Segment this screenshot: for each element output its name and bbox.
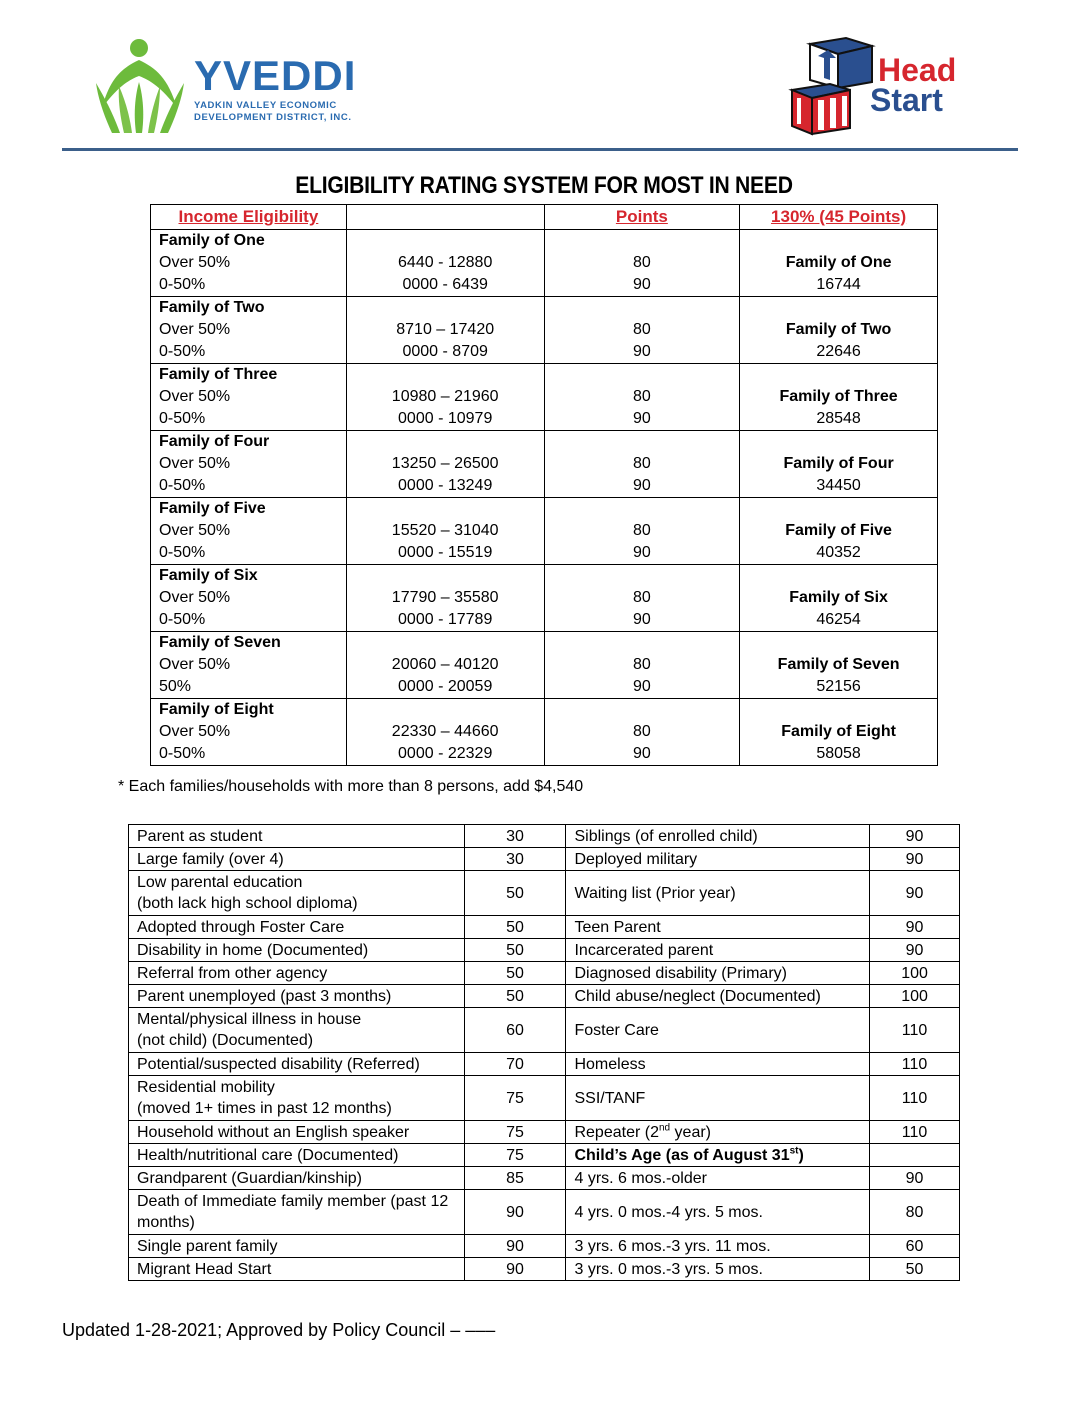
criterion-label: Migrant Head Start [129, 1258, 465, 1281]
family-130-label: Family of Eight [781, 723, 896, 740]
income-range: 0000 - 17789 [398, 611, 493, 628]
yveddi-wordmark: YVEDDI [194, 52, 357, 99]
criterion-label [129, 1190, 465, 1235]
income-range: 0000 - 6439 [402, 276, 488, 293]
income-group-row [151, 699, 938, 766]
header-divider [62, 148, 1018, 151]
points-value: 90 [632, 544, 651, 561]
criterion-points: 50 [464, 871, 566, 916]
criterion-label: Parent unemployed (past 3 months) [129, 985, 465, 1008]
header-range [346, 205, 544, 230]
page-title: ELIGIBILITY RATING SYSTEM FOR MOST IN NEED [295, 172, 793, 199]
criterion-points: 30 [464, 848, 566, 871]
criterion-label [129, 1076, 465, 1121]
child-age-heading-text: Child’s Age (as of August 31 [574, 1146, 790, 1164]
criterion-points: 90 [464, 1235, 566, 1258]
criterion-label: Child abuse/neglect (Documented) [566, 985, 870, 1008]
points-value: 80 [632, 723, 651, 740]
criterion-points: 110 [870, 1076, 960, 1121]
criterion-points [870, 1144, 960, 1167]
age-range-label: 3 yrs. 6 mos.-3 yrs. 11 mos. [566, 1235, 870, 1258]
points-value: 90 [632, 410, 651, 427]
income-range: 0000 - 10979 [398, 410, 493, 427]
criterion-label: Incarcerated parent [566, 939, 870, 962]
tier-label: 0-50% [159, 276, 206, 293]
income-group-row [151, 565, 938, 632]
criterion-points: 75 [464, 1121, 566, 1144]
amount-130: 28548 [816, 410, 861, 427]
income-range: 17790 – 35580 [391, 589, 499, 606]
age-range-label: 4 yrs. 0 mos.-4 yrs. 5 mos. [566, 1190, 870, 1235]
points-value: 80 [632, 589, 651, 606]
income-range: 20060 – 40120 [391, 656, 499, 673]
criterion-label: Diagnosed disability (Primary) [566, 962, 870, 985]
child-age-heading [566, 1144, 870, 1167]
criterion-points: 70 [464, 1053, 566, 1076]
criteria-row [129, 871, 960, 916]
family-label: Family of One [159, 232, 265, 249]
family-130-label: Family of Six [789, 589, 888, 606]
approval-footer: Updated 1-28-2021; Approved by Policy Council – ––– [62, 1320, 496, 1340]
income-range: 0000 - 15519 [398, 544, 493, 561]
tier-label: Over 50% [159, 589, 231, 606]
criterion-points: 90 [464, 1258, 566, 1281]
head-start-logo [788, 36, 988, 136]
amount-130: 52156 [816, 678, 861, 695]
criterion-points: 90 [870, 1167, 960, 1190]
income-group-row [151, 498, 938, 565]
large-household-note: * Each families/households with more than 8 persons, add $4,540 [118, 778, 584, 795]
criterion-points: 60 [870, 1235, 960, 1258]
criteria-row [129, 1144, 960, 1167]
income-range: 0000 - 20059 [398, 678, 493, 695]
criterion-label: Siblings (of enrolled child) [566, 825, 870, 848]
criteria-row [129, 1190, 960, 1235]
criteria-row [129, 939, 960, 962]
family-130-label: Family of Seven [777, 656, 900, 673]
family-label: Family of Seven [159, 634, 281, 651]
age-range-label: 3 yrs. 0 mos.-3 yrs. 5 mos. [566, 1258, 870, 1281]
points-value: 80 [632, 455, 651, 472]
criterion-points: 90 [464, 1190, 566, 1235]
tier-label: 0-50% [159, 477, 206, 494]
income-group-row [151, 632, 938, 699]
criteria-row [129, 825, 960, 848]
criterion-points: 90 [870, 848, 960, 871]
income-range: 6440 - 12880 [398, 254, 493, 271]
family-130-label: Family of One [785, 254, 892, 271]
family-label: Family of Four [159, 433, 270, 450]
criterion-label: SSI/TANF [566, 1076, 870, 1121]
family-label: Family of Two [159, 299, 265, 316]
criterion-points: 75 [464, 1144, 566, 1167]
criterion-points: 50 [870, 1258, 960, 1281]
criterion-label: Teen Parent [566, 916, 870, 939]
amount-130: 40352 [816, 544, 861, 561]
income-range: 13250 – 26500 [391, 455, 499, 472]
income-eligibility-table [150, 204, 938, 766]
tier-label: Over 50% [159, 321, 231, 338]
tier-label: 0-50% [159, 410, 206, 427]
criteria-points-table [128, 824, 960, 1281]
tier-label: 0-50% [159, 611, 206, 628]
criterion-points: 50 [464, 939, 566, 962]
tier-label: Over 50% [159, 522, 231, 539]
family-130-label: Family of Five [785, 522, 892, 539]
criterion-label-line1: Residential mobility [137, 1079, 275, 1096]
criterion-points: 50 [464, 985, 566, 1008]
criterion-label: Large family (over 4) [129, 848, 465, 871]
points-value: 90 [632, 477, 651, 494]
amount-130: 34450 [816, 477, 861, 494]
criteria-row [129, 962, 960, 985]
criterion-label: Disability in home (Documented) [129, 939, 465, 962]
income-group-row [151, 297, 938, 364]
criterion-label-line2: (moved 1+ times in past 12 months) [137, 1100, 392, 1117]
criterion-points: 90 [870, 916, 960, 939]
criterion-label: Adopted through Foster Care [129, 916, 465, 939]
criterion-label: Grandparent (Guardian/kinship) [129, 1167, 465, 1190]
income-range: 10980 – 21960 [391, 388, 499, 405]
tier-label: Over 50% [159, 455, 231, 472]
points-value: 90 [632, 745, 651, 762]
building-blocks-icon [788, 36, 880, 136]
criteria-row [129, 985, 960, 1008]
criterion-label-line2: (both lack high school diploma) [137, 895, 358, 912]
head-start-word-head: Head [878, 52, 957, 88]
yveddi-subtitle-line1: YADKIN VALLEY ECONOMIC [194, 100, 337, 111]
criterion-label: Referral from other agency [129, 962, 465, 985]
criterion-label: Health/nutritional care (Documented) [129, 1144, 465, 1167]
criterion-label [566, 1121, 870, 1144]
amount-130: 58058 [816, 745, 861, 762]
tier-label: Over 50% [159, 656, 231, 673]
criterion-label: Potential/suspected disability (Referred) [129, 1053, 465, 1076]
page-header [0, 0, 1088, 160]
income-group-row [151, 431, 938, 498]
points-value: 90 [632, 611, 651, 628]
head-start-word-start: Start [870, 82, 943, 118]
tier-label: 0-50% [159, 745, 206, 762]
criterion-label-text: Repeater (2 [574, 1123, 659, 1141]
amount-130: 16744 [816, 276, 861, 293]
age-range-label: 4 yrs. 6 mos.-older [566, 1167, 870, 1190]
points-value: 90 [632, 276, 651, 293]
criterion-points: 90 [870, 939, 960, 962]
income-table-header [151, 205, 938, 230]
income-range: 0000 - 22329 [398, 745, 493, 762]
criterion-label-text: year) [670, 1123, 711, 1141]
family-130-label: Family of Three [779, 388, 898, 405]
criterion-points: 110 [870, 1121, 960, 1144]
criterion-points: 110 [870, 1008, 960, 1053]
criteria-row [129, 1235, 960, 1258]
criterion-points: 60 [464, 1008, 566, 1053]
family-label: Family of Three [159, 366, 278, 383]
criterion-points: 100 [870, 985, 960, 1008]
tier-label: 50% [159, 678, 192, 695]
tier-label: Over 50% [159, 723, 231, 740]
criterion-points: 50 [464, 916, 566, 939]
criteria-row [129, 1167, 960, 1190]
header-130-percent: 130% (45 Points) [740, 205, 938, 230]
yveddi-logo [92, 38, 362, 138]
criteria-row [129, 1076, 960, 1121]
criterion-points: 75 [464, 1076, 566, 1121]
criterion-label: Parent as student [129, 825, 465, 848]
yveddi-subtitle [194, 100, 364, 124]
criterion-label: Household without an English speaker [129, 1121, 465, 1144]
criterion-points: 85 [464, 1167, 566, 1190]
criterion-label-line2: (not child) (Documented) [137, 1032, 314, 1049]
yveddi-figure-icon [92, 38, 192, 138]
points-value: 90 [632, 343, 651, 360]
criterion-label [129, 1008, 465, 1053]
criterion-points: 90 [870, 871, 960, 916]
tier-label: 0-50% [159, 544, 206, 561]
criterion-points: 100 [870, 962, 960, 985]
income-range: 0000 - 13249 [398, 477, 493, 494]
criterion-label: Foster Care [566, 1008, 870, 1053]
criterion-points: 90 [870, 825, 960, 848]
criterion-points: 110 [870, 1053, 960, 1076]
tier-label: 0-50% [159, 343, 206, 360]
criterion-label-line1: Death of Immediate family member (past 12 [137, 1193, 449, 1210]
family-label: Family of Six [159, 567, 258, 584]
criteria-row [129, 916, 960, 939]
yveddi-subtitle-line2: DEVELOPMENT DISTRICT, INC. [194, 112, 352, 123]
income-group-row [151, 364, 938, 431]
criteria-row [129, 1121, 960, 1144]
points-value: 80 [632, 254, 651, 271]
ordinal-suffix: nd [658, 1122, 671, 1134]
tier-label: Over 50% [159, 388, 231, 405]
family-130-label: Family of Four [783, 455, 894, 472]
criterion-points: 50 [464, 962, 566, 985]
amount-130: 46254 [816, 611, 861, 628]
criterion-points: 80 [870, 1190, 960, 1235]
points-value: 80 [632, 321, 651, 338]
criterion-label: Waiting list (Prior year) [566, 871, 870, 916]
header-income-eligibility: Income Eligibility [151, 205, 347, 230]
ordinal-suffix: st [789, 1145, 799, 1157]
criterion-points: 30 [464, 825, 566, 848]
family-label: Family of Five [159, 500, 266, 517]
points-value: 80 [632, 656, 651, 673]
tier-label: Over 50% [159, 254, 231, 271]
family-label: Family of Eight [159, 701, 274, 718]
income-range: 22330 – 44660 [391, 723, 499, 740]
criteria-row [129, 1008, 960, 1053]
criterion-label-line1: Mental/physical illness in house [137, 1011, 362, 1028]
criterion-label: Homeless [566, 1053, 870, 1076]
income-range: 8710 – 17420 [396, 321, 495, 338]
points-value: 80 [632, 522, 651, 539]
criterion-label [129, 871, 465, 916]
criterion-label-line1: Low parental education [137, 874, 303, 891]
income-range: 15520 – 31040 [391, 522, 499, 539]
family-130-label: Family of Two [785, 321, 892, 338]
points-value: 80 [632, 388, 651, 405]
amount-130: 22646 [816, 343, 861, 360]
criterion-label-line2: months) [137, 1214, 195, 1231]
income-range: 0000 - 8709 [402, 343, 488, 360]
criterion-label: Single parent family [129, 1235, 465, 1258]
criteria-row [129, 1053, 960, 1076]
criterion-label: Deployed military [566, 848, 870, 871]
child-age-heading-text: ) [798, 1146, 804, 1164]
criteria-row [129, 1258, 960, 1281]
criteria-row [129, 848, 960, 871]
header-points: Points [544, 205, 740, 230]
income-group-row [151, 230, 938, 297]
points-value: 90 [632, 678, 651, 695]
